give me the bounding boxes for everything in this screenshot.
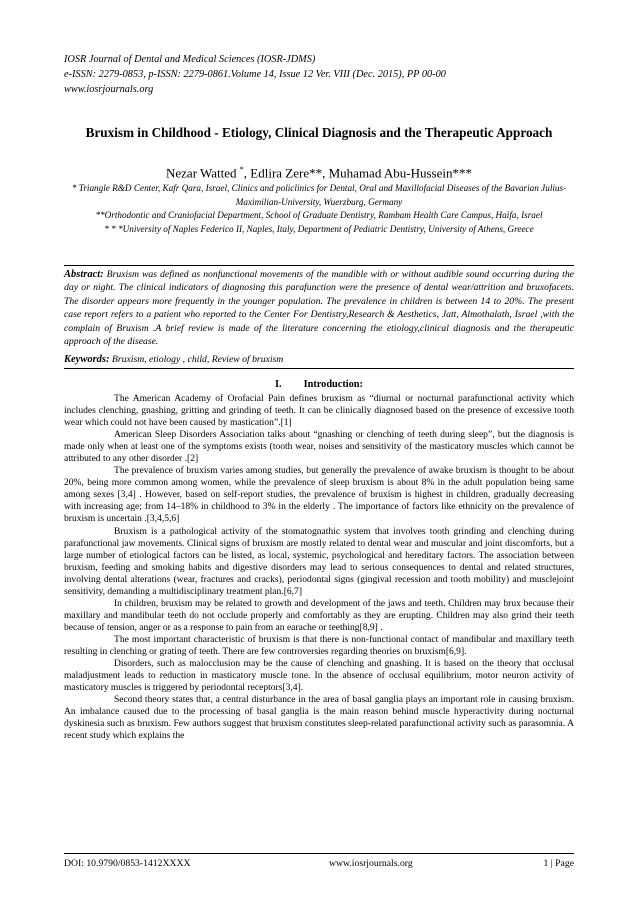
paper-title: Bruxism in Childhood - Etiology, Clinical Diagnosis and the Therapeutic Approach <box>85 125 553 140</box>
paragraph: The most important characteristic of bruxism is that there is non-functional contact of mandibular and maxillary teeth resulting in clenching or grating of teeth. There are few controversies regarding theories on bruxism[6,9]. <box>64 633 574 657</box>
journal-header <box>64 52 584 97</box>
body-text <box>64 393 574 742</box>
paragraph: The prevalence of bruxism varies among studies, but generally the prevalence of awake bruxism is thought to be about 20%, being more common among women, while the prevalence of sleep bruxism is about 8% in the adult population being same among sexes [3,4] . However, based on self-report studies, the prevalence of bruxism is highest in children, gradually decreasing with increasing age; from 14–18% in childhood to 3% in the elderly . The importance of factors like ethnicity on the prevalence of bruxism is uncertain .[3,4,5,6] <box>64 465 574 525</box>
journal-issn: e-ISSN: 2279-0853, p-ISSN: 2279-0861.Volume 14, Issue 12 Ver. VIII (Dec. 2015), PP 00-00 <box>64 69 446 80</box>
keywords-label: Keywords: <box>64 354 110 365</box>
affiliations <box>64 182 574 236</box>
abstract-bottom-rule <box>64 368 574 369</box>
abstract-text: Bruxism was defined as nonfunctional movements of the mandible with or without audible sound occurring during the day or night. The clinical indicators of diagnosing this parafunction were the presence of dental wear/attrition and bruxofacets. The disorder appears more frequently in the younger population. The prevalence in children is between 14 to 20%. The present case report refers to a patient who reported to the Center For Dentistry,Research & Aesthetics, Jatt, Almothalath, Israel ,with the complain of Bruxism .A brief review is made of the literature concerning the etiology,clinical diagnosis and the therapeutic approach of the disease. <box>64 269 574 348</box>
journal-name: IOSR Journal of Dental and Medical Sciences (IOSR-JDMS) <box>64 54 316 65</box>
keywords <box>64 353 574 366</box>
footer-rule <box>64 853 574 854</box>
abstract <box>64 268 574 348</box>
journal-url: www.iosrjournals.org <box>64 84 154 95</box>
paragraph: Bruxism is a pathological activity of the stomatognathic system that involves tooth grinding and clenching during parafunctional jaw movements. Clinical signs of bruxism are mostly related to dental wear and muscular and joint discomforts, but a large number of etiological factors can be listed, as local, systemic, psychological and hereditary factors. The association between bruxism, feeding and smoking habits and digestive disorders may lead to serious consequences to dental and related structures, involving dental alterations (wear, fractures and cracks), periodontal signs (gingival recession and tooth mobility) and musclejoint sensitivity, demanding a multidisciplinary treatment plan.[6,7] <box>64 525 574 597</box>
paragraph: In children, bruxism may be related to growth and development of the jaws and teeth. Children may brux because their maxillary and mandibular teeth do not occlude properly and comfortably as they are erupting. Children may also grind their teeth because of tension, anger or as a response to pain from an earache or teething[8,9] . <box>64 597 574 633</box>
footer-doi: DOI: 10.9790/0853-1412XXXX <box>64 858 191 869</box>
affiliation-1: * Triangle R&D Center, Kafr Qara, Israel, Clinics and policlinics for Dental, Oral and Maxillofacial Diseases of the Bavarian Julius-Maximilian-University, Wuerzburg, Germany <box>71 183 567 207</box>
keywords-text: Bruxism, etiology , child, Review of bruxism <box>109 354 284 365</box>
footer-page-number: 1 | Page <box>543 858 574 869</box>
section-heading <box>64 378 574 392</box>
paragraph: Second theory states that, a central disturbance in the area of basal ganglia plays an important role in causing bruxism. An imbalance caused due to the processing of basal ganglia is the main reason behind muscle hyperactivity during nocturnal dyskinesia such as bruxism. Few authors suggest that bruxism constitutes sleep-related parafunctional activity such as parasomnia. A recent study which explains the <box>64 694 574 742</box>
paragraph: Disorders, such as malocclusion may be the cause of clenching and gnashing. It is based on the theory that occlusal maladjustment leads to reduction in masticatory muscle tone. In the absence of occlusal equilibrium, motor neuron activity of masticatory muscles is triggered by periodontal receptors[3,4]. <box>64 658 574 694</box>
footer-site: www.iosrjournals.org <box>329 858 413 869</box>
author-1: Nezar Watted <box>166 165 240 181</box>
paragraph: The American Academy of Orofacial Pain defines bruxism as “diurnal or nocturnal parafunctional activity which includes clenching, gnashing, gritting and grinding of teeth. It can be clinically diagnosed based on the presence of excessive tooth wear which could not have been caused by mastication”.[1] <box>64 393 574 429</box>
author-1-mark: * <box>239 165 244 174</box>
section-number: I. <box>275 379 282 390</box>
abstract-label: Abstract: <box>64 269 104 280</box>
abstract-top-rule <box>64 265 574 266</box>
affiliation-3: * * *University of Naples Federico II, Naples, Italy, Department of Pediatric Dentistry, University of Athens, Greece <box>104 223 534 234</box>
affiliation-2: **Orthodontic and Craniofacial Department, School of Graduate Dentistry, Rambam Health Care Campus, Haifa, Israel <box>95 210 543 220</box>
paragraph: American Sleep Disorders Association talks about “gnashing or clenching of teeth during sleep”, but the diagnosis is made only when at least one of the symptoms exists (tooth wear, noises and sensitivity of the masticatory muscles which cannot be attributed to any other disorder .[2] <box>64 429 574 465</box>
author-rest: , Edlira Zere**, Muhamad Abu-Hussein*** <box>243 165 472 181</box>
section-title: Introduction: <box>303 379 363 390</box>
author-list <box>64 162 574 181</box>
